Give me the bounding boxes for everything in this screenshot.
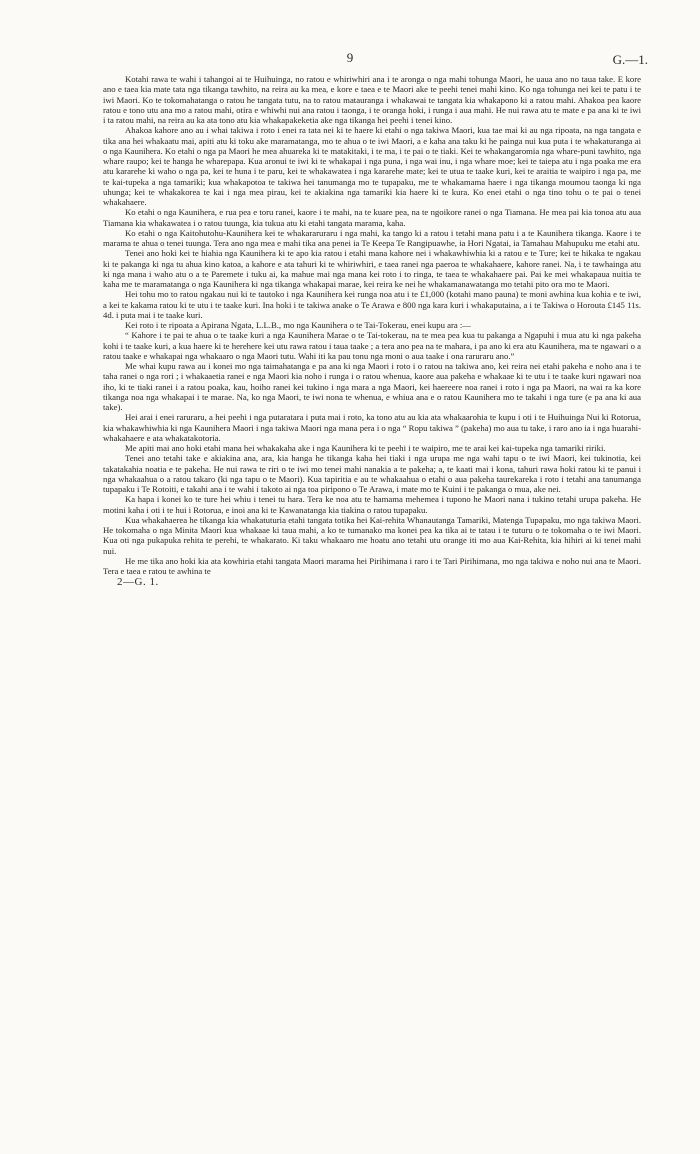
paragraph: Tenei ano tetahi take e akiakina ana, ara, kia hanga he tikanga kaha hei tiaki i nga urupa me nga wahi tapu o te iwi Maori, kei tukinotia, kei takatakahia noatia e te pakeha. He nui rawa te riri o te iwi mo tenei mahi nanakia a te pakeha; a, te kaati mai i kona, tahuri rawa hoki ratou ki te panui i nga whakaahua o a ratou takaro (ki nga tapu o te Maori). Kua tapiritia e au te whakaahua o etahi o aua pakeha taurekareka i roto i tetahi ana tanumanga tupapaku i Te Rotoiti, e takahi ana i te wahi i takoto ai nga toa piripono o Te Arawa, i mate mo te Kuini i te pakanga o mua, ake nei. — [103, 453, 641, 494]
quoted-report: “ Kahore i te pai te ahua o te taake kuri a nga Kaunihera Marae o te Tai-tokerau, na te mea pea kua tu pakanga a Ngapuhi i mua atu ki nga pakeha kohi i te taake kuri, a kua haere ki te herehere kei utu rawa ratou i taua taake ; a tera ano pea na te mahara, i pa ano ki era atu Kaunihera, ma te ngawari o a ratou taake e whakapai nga whakaaro o nga Maori tutu. Wahi iti ka pau tonu nga moni o aua taake i ona raruraru ano.” — [103, 330, 641, 361]
paper-reference: G.—1. — [612, 52, 648, 67]
page-number: 9 — [346, 50, 354, 65]
paragraph: Hei tohu mo to ratou ngakau nui ki te tautoko i nga Kaunihera kei runga noa atu i te £1,000 (kotahi mano pauna) te moni awhina kua kohia e te iwi, a kei te kakama ratou ki te utu i te taake kuri. Ina hoki i te takiwa anake o Te Arawa e 800 nga kara kuri i whakaputaina, a i te Takiwa o Horouta £145 11s. 4d. i puta mai i te taake kuri. — [103, 289, 641, 320]
paragraph: He me tika ano hoki kia ata kowhiria etahi tangata Maori marama hei Pirihimana i raro i te Tari Pirihimana, mo nga takiwa e noho nui ana te Maori. Tera e taea e ratou te awhina te — [103, 555, 641, 576]
paragraph: Kei roto i te ripoata a Apirana Ngata, L.L.B., mo nga Kaunihera o te Tai-Tokerau, enei kupu ara :— — [125, 320, 471, 330]
paragraph: Ko etahi o nga Kaunihera, e rua pea e toru ranei, kaore i te mahi, na te kuare pea, na te ngoikore ranei o nga Tiamana. He mea pai kia tonoa atu aua Tiamana kia whakawatea i o ratou tuunga, kia tukua atu ki etahi tangata marama, kaha. — [103, 207, 641, 228]
paragraph: Kotahi rawa te wahi i tahangoi ai te Huihuinga, no ratou e whiriwhiri ana i te aronga o nga mahi tohunga Maori, he uaua ano no taua take. E kore ano e taea kia mate tata nga tikanga tawhito, na reira au ka mea, e kore e taea e te Maori ake te peehi tenei mahi kino. Ko nga tohunga nei kei te patu i te iwi Maori. Ko te tokomahatanga o ratou he tangata tutu, na to ratou matauranga i whakawai te tangata kia whakapono ki a ratou mahi. Ahakoa pea kaore ratou e tono utu ana mo a ratou mahi, otira e whiwhi nui ana ratou i taonga, i te oranga hoki, i runga i aua mahi. He nui rawa atu te mate e pa ana ki te iwi i ta ratou mahi, na reira au ka ata tono atu kia whakapakeketia ake nga tikanga hei peehi i tenei kino. — [103, 74, 641, 125]
paragraph: Ka hapa i konei ko te ture hei whiu i tenei tu hara. Tera ke noa atu te hamama mehemea i tupono he Maori nana i tukino tetahi urupa pakeha. He motini kaha i oti i te hui i Rotorua, e inoi ana ki te Kawanatanga kia tiakina o ratou tupapaku. — [103, 494, 641, 515]
paragraph: Ahakoa kahore ano au i whai takiwa i roto i enei ra tata nei ki te haere ki etahi o nga takiwa Maori, kua tae mai ki au nga ripoata, na nga tangata e tika ana hei whakaatu mai, apiti atu ki toku ake maramatanga, mo te ahua o te iwi Maori, a e kaha ana taku ki he painga nui kua puta i te whakaturanga ai o nga Kaunihera. Ko etahi o nga pa Maori he mea ahuareka ki te matakitaki, i te ma, i te pai o te tiaki. Kei te whakangaromia nga whare-puni tawhito, nga whare raupo; kei te hanga he wharepapa. Kua aronui te iwi ki te whakapai i nga puna, i nga wai inu, i nga whare moe; kei te taiepa atu i nga poaka me era atu kararehe ki waho o nga pa, kei te huna i te paru, kei te whakawatea i nga kararehe mate; kei te utua te taake kuri, kei te araitia te waipiro i nga pa, me te kai-tupeka a nga tamariki; kua whakapotoa te takiwa hei tanumanga mo te tupapaku, me te whakamama haere i nga tikanga moumou taonga ki nga uhunga; kei te whakakorea te kai i nga mea pirau, kei te akiakina nga tamariki kia haere ki te kura. Ko enei etahi o nga tino tohu o te pai o tenei whakahaere. — [103, 125, 641, 207]
signature-mark: 2—G. 1. — [117, 576, 159, 589]
paragraph: Me whai kupu rawa au i konei mo nga taimahatanga e pa ana ki nga Maori i roto i o ratou na takiwa ano, kei reira nei etahi pakeha e noho ana i te taha ranei o nga rori ; i whakaaetia ranei e nga Maori kia noho i runga i o ratou whenua, kaore aua pakeha e whakaae ki te utu i te taake kuri ngawari noa iho, ki te tiaki ranei i a ratou poaka, kau, hoiho ranei kei tukino i nga mara a nga Maori, kei haereere noa ranei i roto i nga pa Maori, na wai ra ka kore tikanga noa nga whakapai i te marae. Na, ko nga Maori, te iwi nona te whenua, e whiua ana e o ratou Kaunihera mo te takahi i nga ture (e pa ana ki aua take). — [103, 361, 641, 412]
paragraph: Kua whakahaerea he tikanga kia whakatuturia etahi tangata totika hei Kai-rehita Whanautanga Tamariki, Matenga Tupapaku, mo nga takiwa Maori. He tokomaha o nga Minita Maori kua whakaae ki taua mahi, a ko te tumanako ma konei pea ka tika ai te tatau i te tuturu o te tokomaha o te iwi Maori. Kua oti nga pukapuka rehita te perehi, te whakarato. Ki taku whakaaro me hoatu ano tetahi utu orange iti mo aua Kai-Rehita, kia hihiri ai ki tenei mahi nui. — [103, 514, 641, 556]
paragraph: Tenei ano hoki kei te hiahia nga Kaunihera ki te apo kia ratou i etahi mana kahore nei i whakawhiwhia ki a ratou e te Ture; kei te hikaka te ngakau ki te pakanga ki nga tu ahua kino katoa, a kahore e ata tahuri ki te whiriwhiri, e taea ranei nga paeroa te whakahaere, kahore ranei. Na, i te tawhainga atu ki nga mana i waho atu o a te Paremete i tuku ai, ka mahue mai nga mana kei roto i to ringa, te taea te whakahaere pai. Pai ke mei whakapaua nuitia te kaha me te maramatanga o nga Kaunihera ki nga tikanga whakapai marae, kei reira ke nei he whakamanawatanga mo tetahi pito ora mo te Maori. — [103, 248, 641, 289]
document-body — [103, 74, 641, 588]
paragraph: Hei arai i enei raruraru, a hei peehi i nga putaratara i puta mai i roto, ka tono atu au kia ata whakaarohia te kupu i oti i te Huihuinga Nui ki Rotorua, kia whakawhiwhia ki nga Kaunihera Maori i nga takiwa Maori nga mana pera i o nga “ Ropu takiwa ” (pakeha) mo aua tu take, i raro ano ia i nga huarahi-whakahaere e ata whakatakotoria. — [103, 412, 641, 443]
paragraph: Ko etahi o nga Kaitohutohu-Kaunihera kei te whakararuraru i nga mahi, ka tango ki a ratou i tetahi mana patu i a te Kaunihera tikanga. Kaore i te marama te ahua o tenei tuunga. Tera ano nga mea e mahi tika ana penei ia Te Keepa Te Rangipuawhe, ia Hori Ngatai, ia Tamahau Mahupuku me etahi atu. — [103, 227, 641, 248]
paragraph: Me apiti mai ano hoki etahi mana hei whakakaha ake i nga Kaunihera ki te peehi i te waipiro, me te arai kei kai-tupeka nga tamariki ririki. — [125, 443, 606, 453]
